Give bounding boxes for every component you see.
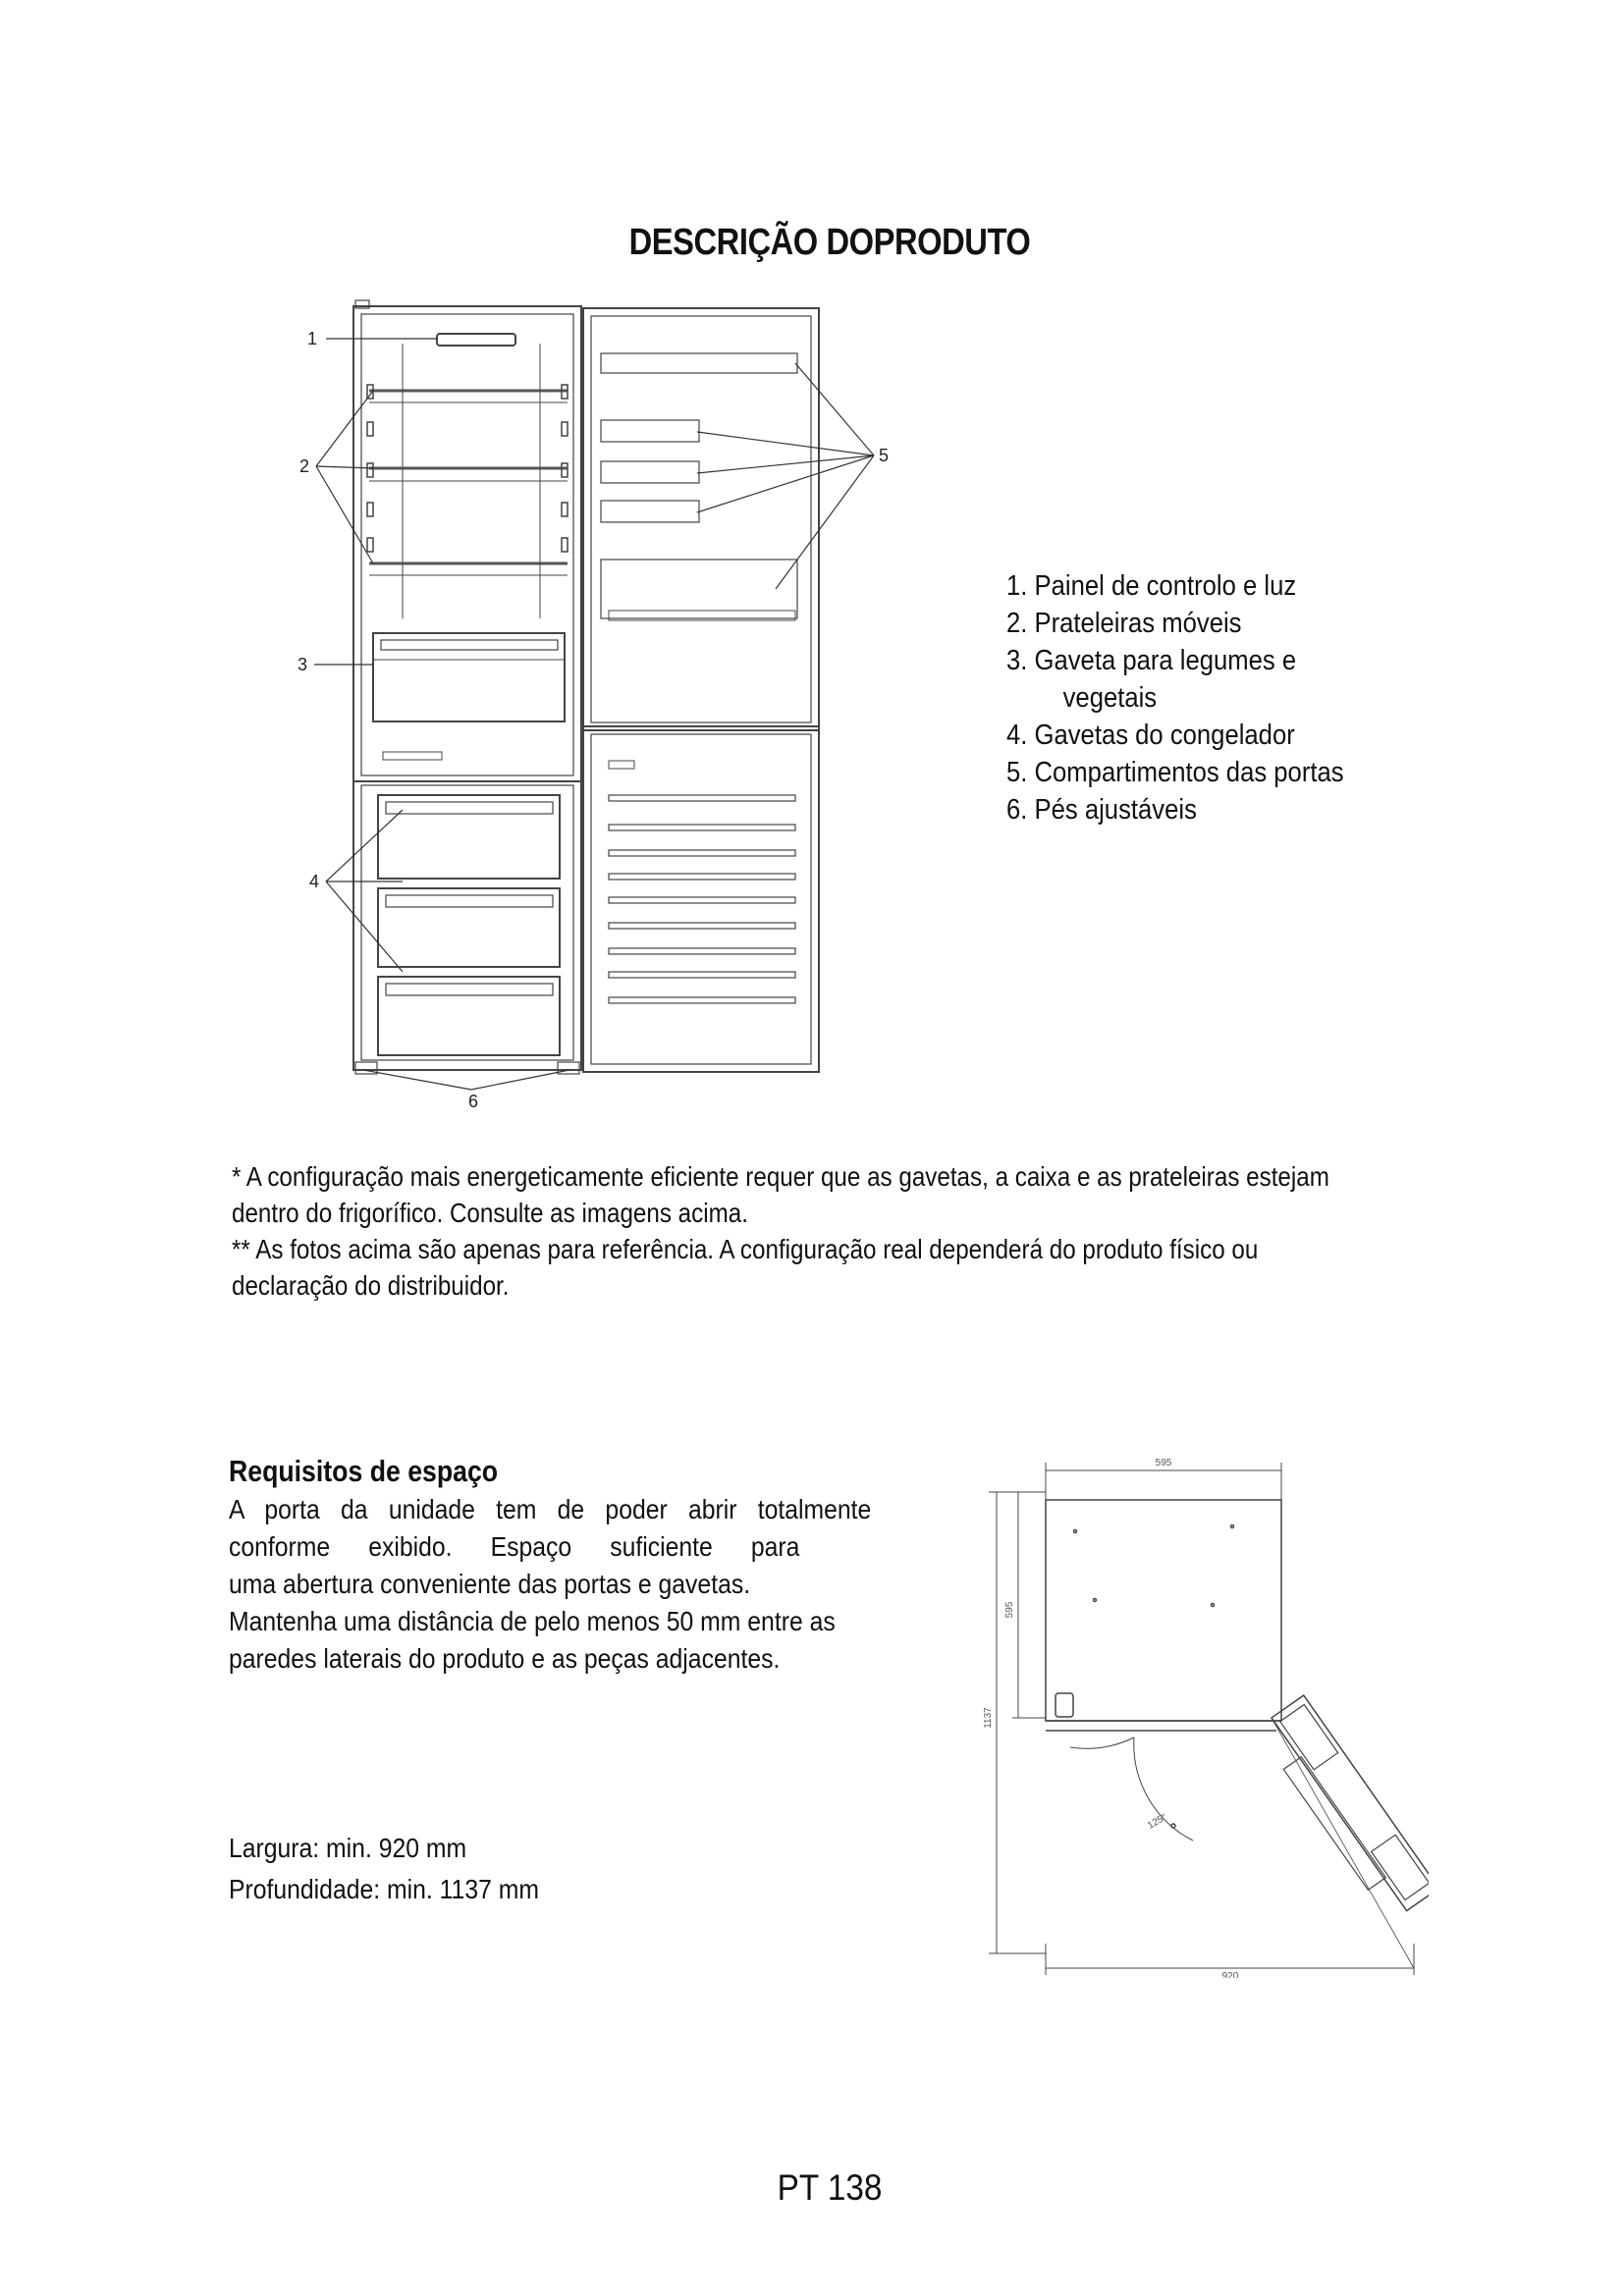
notes [232, 1158, 1373, 1304]
legend-item: 4. Gavetas do congelador [1006, 720, 1295, 751]
parts-legend [1006, 567, 1344, 828]
callout-2: 2 [298, 456, 310, 476]
dim-side-inner-label: 595 [1004, 1601, 1015, 1619]
space-text-line: Mantenha uma distância de pelo menos 50 mm entre as [229, 1606, 836, 1636]
dim-top-label: 595 [1155, 1458, 1172, 1468]
note-efficiency: * A configuração mais energeticamente eficiente requer que as gavetas, a caixa e as prateleiras estejam dentro do frigorífico. Consulte as imagens acima. [232, 1161, 1329, 1228]
legend-item: 2. Prateleiras móveis [1006, 608, 1242, 639]
space-requirements-heading: Requisitos de espaço [229, 1454, 499, 1488]
space-text-line: conforme exibido. Espaço suficiente para [229, 1531, 800, 1562]
space-requirements-text [229, 1491, 871, 1678]
space-text-line: A porta da unidade tem de poder abrir totalmente [229, 1494, 872, 1524]
callout-3: 3 [297, 655, 308, 674]
legend-item: 3. Gaveta para legumes e [1006, 645, 1297, 676]
legend-item-continuation: vegetais [1062, 682, 1158, 714]
dim-side-outer-label: 1137 [983, 1707, 994, 1729]
callout-6: 6 [467, 1092, 479, 1109]
legend-item: 1. Painel de controlo e luz [1006, 570, 1297, 602]
callout-5: 5 [878, 446, 890, 465]
legend-item: 6. Pés ajustáveis [1006, 794, 1197, 826]
callout-1: 1 [306, 329, 318, 348]
angle-label: 125° [1146, 1811, 1169, 1832]
page-number: PT 138 [777, 2167, 883, 2208]
legend-item: 5. Compartimentos das portas [1006, 757, 1344, 788]
min-depth: Profundidade: min. 1137 mm [229, 1874, 539, 1904]
space-text-line: uma abertura conveniente das portas e gavetas. [229, 1569, 751, 1599]
callout-4: 4 [308, 872, 320, 891]
minimum-dimensions [229, 1830, 539, 1908]
min-width: Largura: min. 920 mm [229, 1833, 467, 1863]
page-title: DESCRIÇÃO DOPRODUTO [628, 222, 1031, 263]
note-photos: ** As fotos acima são apenas para referência. A configuração real dependerá do produto físico ou declaração do distribuidor. [232, 1234, 1259, 1301]
fridge-diagram [285, 294, 893, 1109]
space-text-line: paredes laterais do produto e as peças adjacentes. [229, 1643, 781, 1674]
dim-bottom-label: 920 [1221, 1971, 1239, 1978]
door-opening-plan [977, 1453, 1429, 1978]
